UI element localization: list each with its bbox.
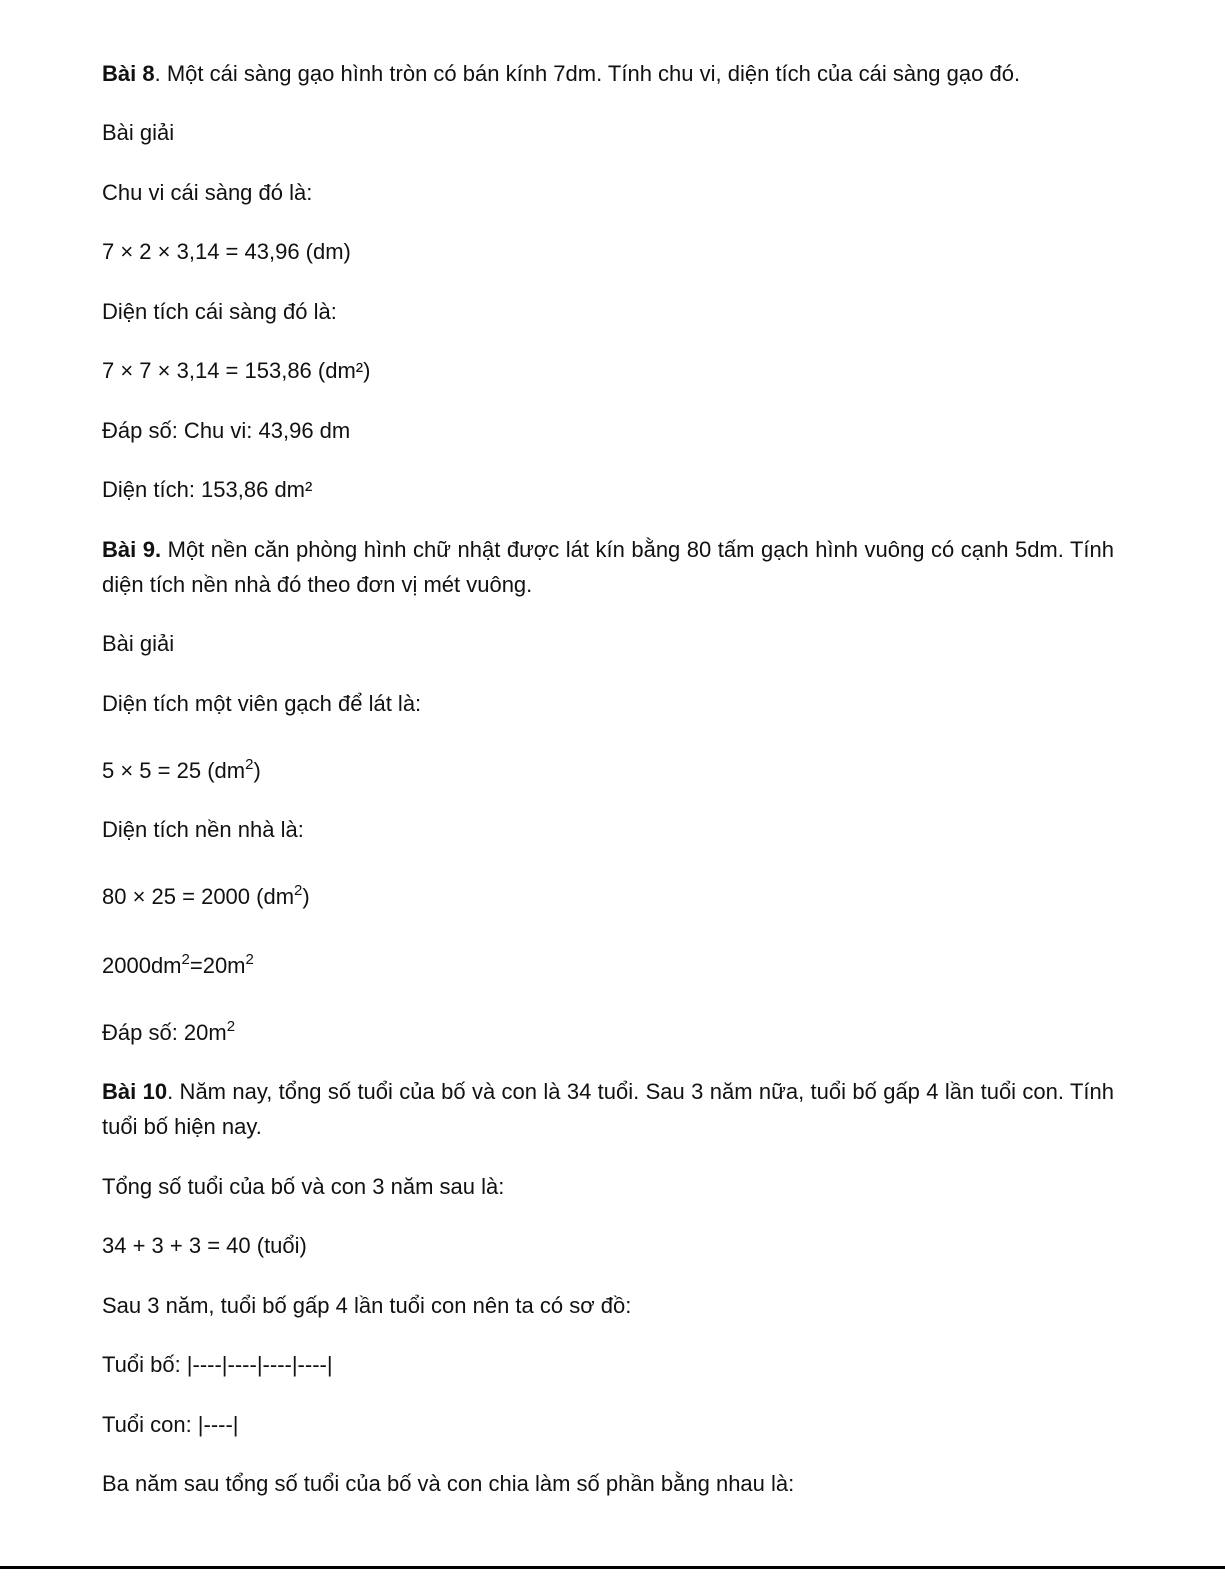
bai9-line5-right: =20m [189,953,246,978]
bai9-answer-text: Đáp số: 20m [102,1020,227,1045]
bai8-line2: 7 × 2 × 3,14 = 43,96 (dm) [102,239,351,264]
bottom-divider [0,1566,1225,1569]
bai9-line3: Diện tích nền nhà là: [102,817,304,842]
bai10-line6: Ba năm sau tổng số tuổi của bố và con chia làm số phần bằng nhau là: [102,1471,795,1496]
bai9-line2-text: 5 × 5 = 25 (dm [102,758,246,783]
bai8-answer-area: Diện tích: 153,86 dm² [102,477,313,502]
bai9-line5-exponent2: 2 [245,951,254,968]
bai8-answer: Đáp số: Chu vi: 43,96 dm [102,418,351,443]
bai9-line5-exponent1: 2 [181,951,190,968]
bai10-line2: 34 + 3 + 3 = 40 (tuổi) [102,1233,307,1258]
bai10-diagram-father: Tuổi bố: |----|----|----|----| [102,1352,333,1377]
bai9-line4 [102,879,1114,914]
bai9-line4-close: ) [302,884,310,909]
bai10-question-text: . Năm nay, tổng số tuổi của bố và con là 34 tuổi. Sau 3 năm nữa, tuổi bố gấp 4 lần tuổi con. Tính tuổi bố hiện nay. [102,1079,1114,1139]
bai10-question [102,1074,1114,1144]
bai9-line4-text: 80 × 25 = 2000 (dm [102,884,295,909]
bai9-solution-heading: Bài giải [102,631,175,656]
bai8-line1: Chu vi cái sàng đó là: [102,180,313,205]
bai9-question [102,532,1114,602]
bai8-question-text: . Một cái sàng gạo hình tròn có bán kính 7dm. Tính chu vi, diện tích của cái sàng gạo đó. [154,61,1021,86]
bai9-line5-left: 2000dm [102,953,182,978]
bai9-answer [102,1015,1114,1050]
bai9-line1: Diện tích một viên gạch để lát là: [102,691,422,716]
bai8-line4: 7 × 7 × 3,14 = 153,86 (dm²) [102,358,371,383]
bai8-solution-heading: Bài giải [102,120,175,145]
bai9-line2-close: ) [253,758,261,783]
bai9-line2 [102,753,1114,788]
bai9-label: Bài 9. [102,537,162,562]
bai9-answer-exponent: 2 [226,1018,236,1035]
bai10-line3: Sau 3 năm, tuổi bố gấp 4 lần tuổi con nên ta có sơ đồ: [102,1293,632,1318]
bai9-question-text: Một nền căn phòng hình chữ nhật được lát kín bằng 80 tấm gạch hình vuông có cạnh 5dm. Tính diện tích nền nhà đó theo đơn vị mét vuông. [102,537,1115,597]
bai8-line3: Diện tích cái sàng đó là: [102,299,337,324]
bai8-label: Bài 8 [102,61,155,86]
bai10-label: Bài 10 [102,1079,168,1104]
bai8-question [102,56,1114,91]
bai9-line2-exponent: 2 [245,756,254,773]
bai9-line4-exponent: 2 [294,882,303,899]
bai9-line5 [102,948,1114,983]
bai10-line1: Tổng số tuổi của bố và con 3 năm sau là: [102,1174,505,1199]
bai10-diagram-child: Tuổi con: |----| [102,1412,239,1437]
